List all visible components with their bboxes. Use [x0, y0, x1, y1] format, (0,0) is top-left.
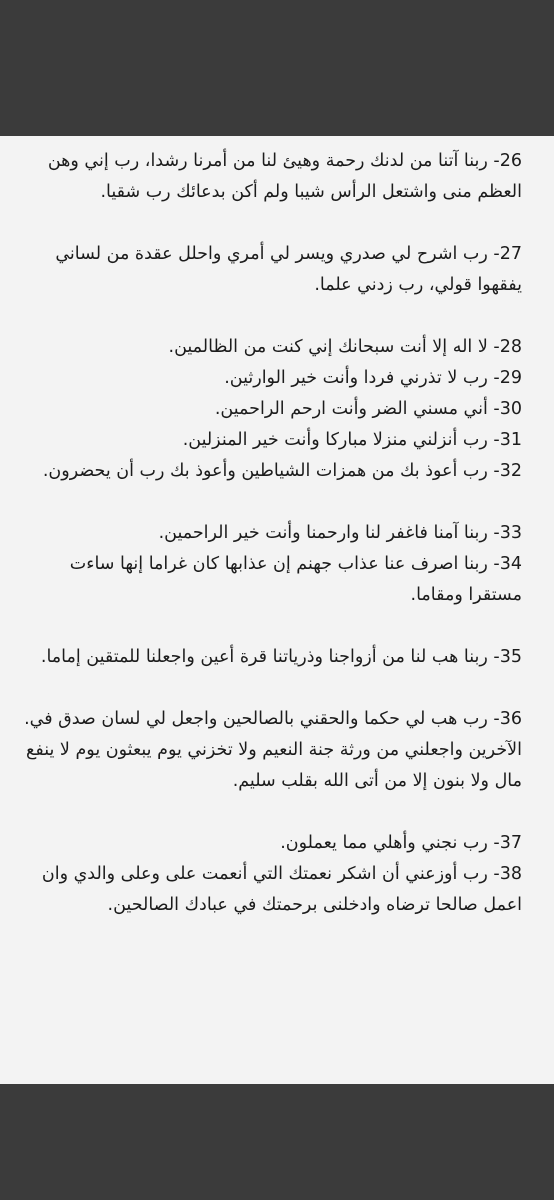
- dua-item-30: 30- أني مسني الضر وأنت ارحم الراحمين.: [214, 399, 522, 419]
- dua-group: [24, 642, 522, 673]
- document-page: [0, 136, 554, 1084]
- dua-group: [24, 704, 522, 797]
- dua-group: [24, 518, 522, 611]
- dua-item-31: 31- رب أنزلني منزلا مباركا وأنت خير المنزلين.: [182, 430, 522, 450]
- dua-item-38: 38- رب أوزعني أن اشكر نعمتك التي أنعمت على وعلى والدي وان اعمل صالحا ترضاه وادخلنى برحمتك في عبادك الصالحين.: [41, 864, 522, 915]
- dua-item-32: 32- رب أعوذ بك من همزات الشياطين وأعوذ بك رب أن يحضرون.: [42, 461, 522, 481]
- dua-item-33: 33- ربنا آمنا فاغفر لنا وارحمنا وأنت خير الراحمين.: [158, 523, 522, 543]
- dua-item-29: 29- رب لا تذرني فردا وأنت خير الوارثين.: [224, 368, 522, 388]
- dua-item-34: 34- ربنا اصرف عنا عذاب جهنم إن عذابها كان غراما إنها ساءت مستقرا ومقاما.: [69, 554, 522, 605]
- dua-item-28: 28- لا اله إلا أنت سبحانك إني كنت من الظالمين.: [168, 337, 522, 357]
- dua-group: [24, 146, 522, 208]
- dua-item-35: 35- ربنا هب لنا من أزواجنا وذرياتنا قرة أعين واجعلنا للمتقين إماما.: [40, 647, 522, 667]
- dua-item-37: 37- رب نجني وأهلي مما يعملون.: [280, 833, 522, 853]
- dua-list: [24, 146, 522, 921]
- dua-group: [24, 828, 522, 921]
- dua-item-27: 27- رب اشرح لي صدري ويسر لي أمري واحلل عقدة من لساني يفقهوا قولي، رب زدني علما.: [55, 244, 522, 295]
- dua-item-26: 26- ربنا آتنا من لدنك رحمة وهيئ لنا من أمرنا رشدا، رب إني وهن العظم منى واشتعل الرأس شيبا ولم أكن بدعائك رب شقيا.: [47, 151, 522, 202]
- dua-group: [24, 332, 522, 487]
- dua-group: [24, 239, 522, 301]
- dua-item-36: 36- رب هب لي حكما والحقني بالصالحين واجعل لي لسان صدق في. الآخرين واجعلني من ورثة جنة النعيم ولا تخزني يوم يبعثون يوم لا ينفع مال ولا بنون إلا من أتى الله بقلب سليم.: [24, 709, 522, 791]
